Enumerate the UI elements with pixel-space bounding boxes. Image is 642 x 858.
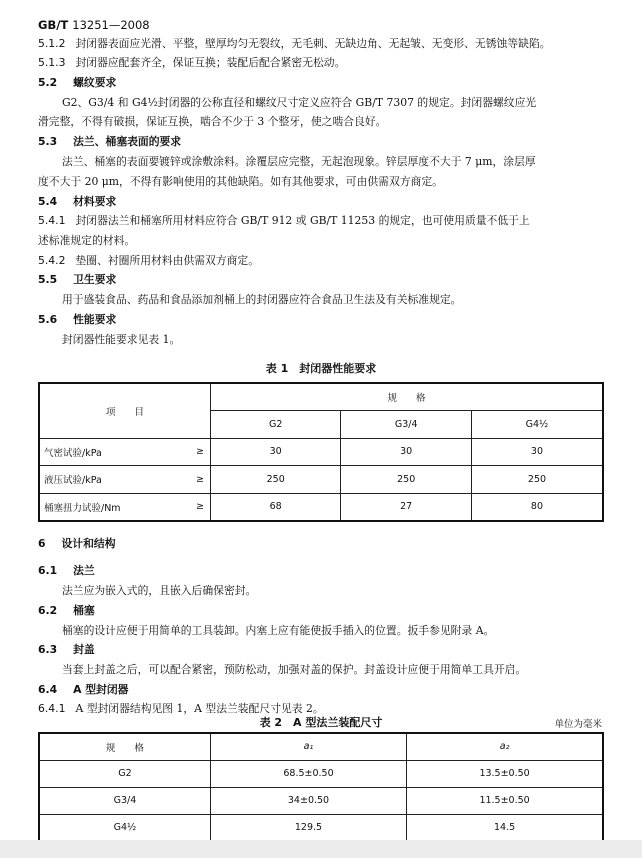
clause-6-4-1: 6.4.1 A 型封闭器结构见图 1，A 型法兰装配尺寸见表 2。 — [38, 702, 324, 715]
standard-code: 13251—2008 — [72, 18, 150, 32]
table-cell: 34±0.50 — [210, 787, 406, 814]
table-cell: G3/4 — [39, 787, 210, 814]
row-label: 液压试验/kPa — [39, 465, 186, 493]
standard-prefix: GB/T — [38, 18, 69, 32]
row-operator: ≥ — [186, 438, 210, 465]
table-header-spec: 规 格 — [210, 383, 603, 410]
section-6-4-heading: 6.4 A 型封闭器 — [38, 683, 129, 696]
section-5-3-heading: 5.3 法兰、桶塞表面的要求 — [38, 135, 182, 148]
paragraph-line: 当套上封盖之后，可以配合紧密，预防松动，加强对盖的保护。封盖设计应便于用简单工具开启。 — [62, 663, 527, 676]
clause-5-1-3: 5.1.3 封闭器应配套齐全，保证互换；装配后配合紧密无松动。 — [38, 56, 346, 69]
paragraph-line: 桶塞的设计应便于用简单的工具装卸。内塞上应有能使扳手插入的位置。扳手参见附录 A。 — [62, 624, 495, 637]
section-6-1-heading: 6.1 法兰 — [38, 564, 95, 577]
table-row — [39, 493, 603, 521]
clause-5-1-2: 5.1.2 封闭器表面应光滑、平整，壁厚均匀无裂纹，无毛刺、无缺边角、无起皱、无变形、无锈蚀等缺陷。 — [38, 37, 551, 50]
table-row — [39, 465, 603, 493]
page-bottom-edge — [0, 840, 642, 858]
section-6-heading: 6 设计和结构 — [38, 537, 116, 550]
table-1 — [38, 382, 604, 522]
table-header-cell: a₁ — [210, 733, 406, 760]
paragraph-line: 度不大于 20 μm，不得有影响使用的其他缺陷。如有其他要求，可由供需双方商定。 — [38, 175, 443, 188]
table-cell: 30 — [471, 438, 603, 465]
table-cell: 30 — [210, 438, 341, 465]
table-2-caption: 表 2 A 型法兰装配尺寸 — [259, 716, 383, 729]
table-cell: 11.5±0.50 — [407, 787, 603, 814]
table-header-cell: G4½ — [471, 410, 603, 438]
table-2-unit: 单位为毫米 — [554, 719, 602, 730]
table-cell: G4½ — [39, 814, 210, 840]
paragraph-line: G2、G3/4 和 G4½封闭器的公称直径和螺纹尺寸定义应符合 GB/T 7307 的规定。封闭器螺纹应光 — [62, 96, 537, 109]
table-header-cell: G3/4 — [341, 410, 472, 438]
table-row — [39, 814, 603, 840]
table-cell: 30 — [341, 438, 472, 465]
table-cell: 14.5 — [407, 814, 603, 840]
table-header-cell: a₂ — [407, 733, 603, 760]
clause-5-4-1: 5.4.1 封闭器法兰和桶塞所用材料应符合 GB/T 912 或 GB/T 11253 的规定，也可使用质量不低于上 — [38, 214, 530, 227]
row-label: 气密试验/kPa — [39, 438, 186, 465]
table-row — [39, 438, 603, 465]
table-2 — [38, 732, 604, 840]
section-5-4-heading: 5.4 材料要求 — [38, 195, 117, 208]
paragraph-line: 滑完整，不得有破损，保证互换，啮合不少于 3 个整牙，使之啮合良好。 — [38, 115, 387, 128]
paragraph-line: 用于盛装食品、药品和食品添加剂桶上的封闭器应符合食品卫生法及有关标准规定。 — [62, 293, 462, 306]
page-header — [38, 18, 150, 32]
section-6-2-heading: 6.2 桶塞 — [38, 604, 95, 617]
table-1-caption: 表 1 封闭器性能要求 — [265, 362, 377, 375]
row-operator: ≥ — [186, 465, 210, 493]
paragraph-line: 述标准规定的材料。 — [38, 234, 136, 247]
table-row — [39, 760, 603, 787]
clause-5-4-2: 5.4.2 垫圈、衬圈所用材料由供需双方商定。 — [38, 254, 260, 267]
section-5-5-heading: 5.5 卫生要求 — [38, 273, 117, 286]
table-cell: 13.5±0.50 — [407, 760, 603, 787]
table-cell: 27 — [341, 493, 472, 521]
paragraph-line: 法兰应为嵌入式的，且嵌入后确保密封。 — [62, 584, 257, 597]
row-label: 桶塞扭力试验/Nm — [39, 493, 186, 521]
paragraph-line: 封闭器性能要求见表 1。 — [62, 333, 181, 346]
table-cell: 68.5±0.50 — [210, 760, 406, 787]
table-cell: G2 — [39, 760, 210, 787]
section-5-2-heading: 5.2 螺纹要求 — [38, 76, 117, 89]
section-6-3-heading: 6.3 封盖 — [38, 643, 95, 656]
section-5-6-heading: 5.6 性能要求 — [38, 313, 117, 326]
table-cell: 80 — [471, 493, 603, 521]
row-operator: ≥ — [186, 493, 210, 521]
table-header-cell: G2 — [210, 410, 341, 438]
table-cell: 250 — [341, 465, 472, 493]
table-header-item: 项 目 — [39, 383, 210, 438]
table-header-cell: 规 格 — [39, 733, 210, 760]
paragraph-line: 法兰、桶塞的表面要镀锌或涂敷涂料。涂覆层应完整，无起泡现象。锌层厚度不大于 7 μm，涂层厚 — [62, 155, 536, 168]
table-cell: 129.5 — [210, 814, 406, 840]
table-cell: 250 — [210, 465, 341, 493]
table-cell: 68 — [210, 493, 341, 521]
table-cell: 250 — [471, 465, 603, 493]
table-row — [39, 787, 603, 814]
